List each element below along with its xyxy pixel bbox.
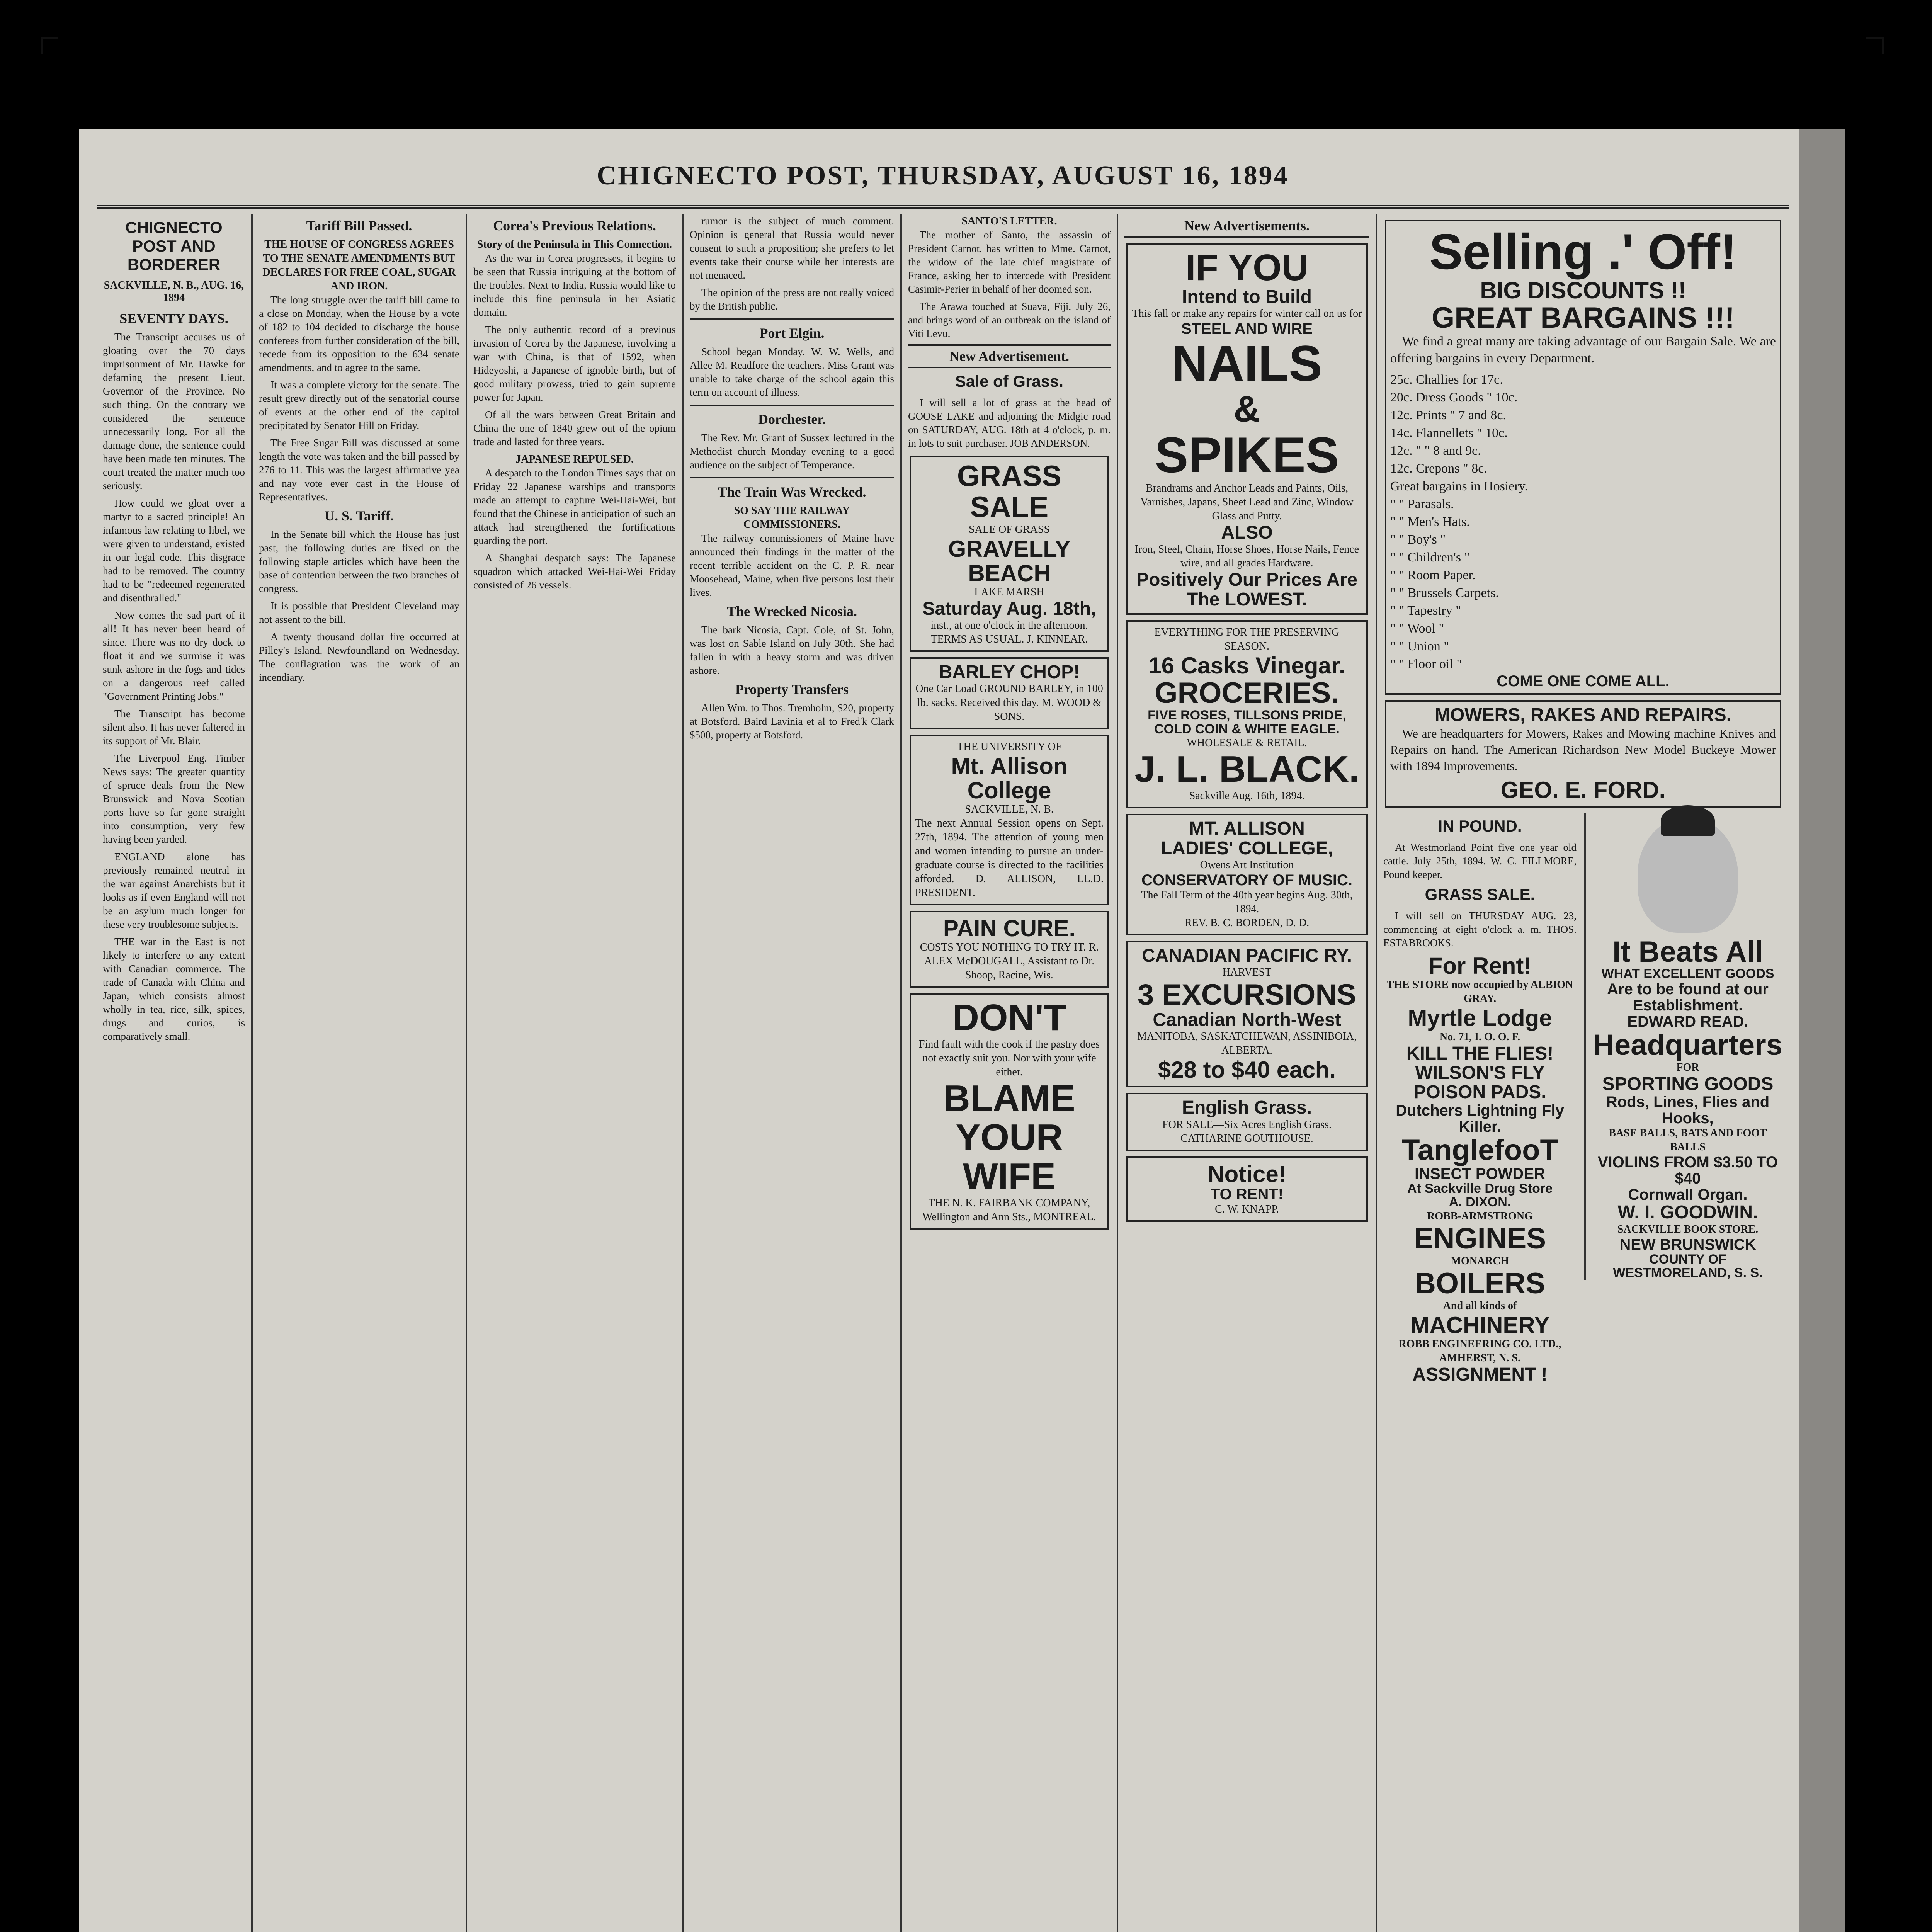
article-paragraph: How could we gloat over a martyr to a sacred principle! An infamous law relating to libel, we were given to understand, existed in our legal code. This disgrace had to be removed. The country had to be "redeemed regenerated and disenthralled." [103,497,245,604]
ad-signature: REV. B. C. BORDEN, D. D. [1184,917,1310,929]
article-paragraph: The Liverpool Eng. Timber News says: The greater quantity of spruce deals from the New Brunswick and Nova Scotian ports have so far gone straight into consumption, very few having been yarded. [103,752,245,845]
ad-title: IN POUND. [1438,816,1522,835]
ad-line: 3 EXCURSIONS [1138,978,1356,1012]
ad-body: The next Annual Session opens on Sept. 27th, 1894. The attention of young men and women intending to pursue an under-graduate course is directed to the facilities afforded. D. ALLISON, LL.D. PRESIDENT. [915,817,1104,899]
ad-title: CANADIAN PACIFIC RY. [1141,945,1352,966]
article-heading: U. S. Tariff. [324,508,394,524]
ad-title: English Grass. [1182,1097,1312,1118]
ad-line: Owens Art Institution [1200,859,1294,871]
ad-body: This fall or make any repairs for winter call on us for [1132,308,1362,320]
ad-line: GREAT BARGAINS !!! [1432,301,1735,334]
ad-line: COME ONE COME ALL. [1497,673,1670,690]
ad-signature: W. I. GOODWIN. [1617,1202,1758,1223]
column-tariff [253,214,466,1932]
ad-line: SACKVILLE BOOK STORE. [1617,1223,1759,1235]
ad-title: For Rent! [1428,952,1532,979]
ad-subtitle: Intend to Build [1182,286,1312,307]
page-content [97,147,1789,1932]
ad-body: One Car Load GROUND BARLEY, in 100 lb. sacks. Received this day. M. WOOD & SONS. [915,683,1103,723]
ad-line: SPORTING GOODS [1602,1073,1774,1094]
article-paragraph: ENGLAND alone has previously remained neutral in the war against Anarchists but it looks as if even England will not be an asylum much longer for these very troublesome subjects. [103,851,245,930]
price-list-item: " " Floor oil " [1390,657,1462,672]
article-subheading: JAPANESE REPULSED. [515,453,634,465]
ad-line: 16 Casks Vinegar. [1148,653,1345,679]
column-advertisements [1118,214,1376,1932]
article-paragraph: The only authentic record of a previous invasion of Corea by the Japanese, involving a war with China, is that of 1592, when Hideyoshi, a Japanese of ignoble birth, but of good military prowess, tried to gain supreme power for Japan. [473,324,676,403]
ad-title: MT. ALLISON [1189,818,1305,839]
article-paragraph: The Rev. Mr. Grant of Sussex lectured in the Methodist church Monday evening to a good audience on the subject of Temperance. [690,432,894,471]
article-paragraph: The long struggle over the tariff bill came to a close on Monday, when the House by a vote of 182 to 104 decided to discharge the house conferees from further consideration of the bill, recede from its opposition to the 634 senate amendments, and to agree to the same. [259,294,459,373]
ad-body: COSTS YOU NOTHING TO TRY IT. R. ALEX McDOUGALL, Assistant to Dr. Shoop, Racine, Wis. [920,941,1099,981]
ad-word: & [1233,388,1260,430]
ad-word: NAILS [1172,335,1322,392]
ad-body: Find fault with the cook if the pastry does not exactly suit you. Nor with your wife either. [918,1038,1100,1078]
column-local-news [684,214,900,1932]
ad-line: WILSON'S FLY POISON PADS. [1413,1063,1546,1103]
ad-title: BOILERS [1415,1267,1545,1300]
ads-right-subcolumn [1584,813,1785,1280]
ad-mowers [1385,700,1781,807]
ad-subtitle: EVERYTHING FOR THE PRESERVING SEASON. [1154,626,1340,653]
ad-body: The Fall Term of the 40th year begins Aug. 30th, 1894. [1141,889,1353,915]
article-paragraph: The opinion of the press are not really voiced by the British public. [690,287,894,312]
ad-english-grass [1126,1093,1368,1151]
ad-word: DON'T [952,997,1066,1039]
section-heading: New Advertisement. [908,344,1111,368]
ad-line: MONARCH [1451,1255,1509,1267]
price-list-item: " " Wool " [1390,621,1444,636]
article-paragraph: In the Senate bill which the House has just past, the following duties are fixed on the following staple articles which have been the base of contention between the two branches of congress. [259,529,459,594]
ad-merchant: J. L. BLACK. [1134,748,1359,790]
article-heading: Tariff Bill Passed. [306,218,412,233]
crop-mark-top-right [1866,37,1884,54]
price-list-item: 25c. Challies for 17c. [1390,372,1503,387]
article-paragraph: The Transcript accuses us of gloating over the 70 days imprisonment of Mr. Hawke for defaming the present Lieut. Governor of the Province. No such thing. On the contrary we considered the sentence unnecessarily long. For all the damage done, the sentence could have been made ten minutes. The court treated the matter much too seriously. [103,331,245,492]
price-list-item: 12c. Crepons " 8c. [1390,461,1487,476]
article-heading: Property Transfers [735,682,849,697]
price-list-item: " " Children's " [1390,550,1470,565]
ad-body: We find a great many are taking advantage of our Bargain Sale. We are offering bargains in every Department. [1390,334,1776,366]
article-paragraph: It is possible that President Cleveland may not assent to the bill. [259,600,459,625]
ad-title: GROCERIES. [1155,677,1339,710]
price-list-item: 12c. " " 8 and 9c. [1390,444,1481,458]
article-heading: Port Elgin. [759,325,825,341]
ad-place-sub: LAKE MARSH [974,586,1044,598]
ad-line: Are to be found at our Establishment. [1607,981,1769,1014]
ad-line: At Sackville Drug Store [1407,1181,1553,1196]
ad-line: Canadian North-West [1153,1010,1341,1031]
article-subheading: Story of the Peninsula in This Connection. [477,238,672,250]
price-list-item: 12c. Prints " 7 and 8c. [1390,408,1507,423]
price-list-item: " " Brussels Carpets. [1390,586,1499,600]
ad-line: ALSO [1221,522,1273,543]
ad-title: Headquarters [1593,1029,1782,1062]
ad-name: Mt. Allison College [951,753,1068,804]
ad-title: MACHINERY [1410,1312,1550,1338]
ad-pain-cure [910,911,1109,988]
ad-subtitle: SALE OF GRASS [968,523,1050,536]
ad-place: GRAVELLY BEACH [948,536,1071,586]
article-paragraph: A twenty thousand dollar fire occurred at Pilley's Island, Newfoundland on Wednesday. The conflagration was the work of an incendiary. [259,631,459,683]
ad-signature: EDWARD READ. [1627,1013,1748,1031]
price-list-item: 14c. Flannellets " 10c. [1390,426,1508,440]
ad-body: Iron, Steel, Chain, Horse Shoes, Horse Nails, Fence wire, and all grades Hardware. [1134,543,1359,570]
editorial-dateline: SACKVILLE, N. B., AUG. 16, 1894 [104,279,244,304]
article-paragraph: The Free Sugar Bill was discussed at some length the vote was taken and the bill passed by 276 to 11. This was the largest affirmative yea and nay vote ever cast in the House of Representatives. [259,437,459,503]
article-heading: The Train Was Wrecked. [718,484,866,500]
ad-date: Sackville Aug. 16th, 1894. [1189,790,1305,802]
ad-title: It Beats All [1612,935,1763,968]
ad-line: WHOLESALE & RETAIL. [1187,737,1307,749]
ad-line: STEEL AND WIRE [1181,320,1313,338]
ad-line: COUNTY OF WESTMORELAND, S. S. [1613,1252,1763,1281]
ad-body: At Westmorland Point five one year old cattle. July 25th, 1894. W. C. FILLMORE, Pound keeper. [1383,841,1577,880]
article-paragraph: THE war in the East is not likely to interfere to any extent with Canadian commerce. The trade of Canada with China and Japan, which consists almost wholly in tea, rice, silk, spices, drugs and curios, is comparatively small. [103,936,245,1042]
ad-body: Brandrams and Anchor Leads and Paints, Oils, Varnishes, Japans, Sheet Lead and Zinc, Window Glass and Putty. [1140,482,1354,522]
ad-title: Notice! [1208,1161,1286,1187]
ad-signature: ROBB ENGINEERING CO. LTD., AMHERST, N. S. [1398,1338,1561,1364]
column-notices [902,214,1117,1932]
ad-line: BIG DISCOUNTS !! [1480,277,1686,303]
ad-line: ROBB-ARMSTRONG [1427,1210,1533,1223]
ad-title: NEW BRUNSWICK [1619,1236,1756,1253]
article-heading: Dorchester. [758,412,826,427]
column-store-ads [1377,214,1789,1932]
ad-title: ENGINES [1413,1222,1546,1255]
price-list-item: 20c. Dress Goods " 10c. [1390,390,1518,405]
masthead-title: CHIGNECTO POST, THURSDAY, AUGUST 16, 1894 [597,161,1289,190]
ad-title: THE UNIVERSITY OF [957,741,1062,753]
price-list-item: " " Tapestry " [1390,604,1461,618]
cartoon-illustration [1638,817,1738,933]
ad-line: Positively Our Prices Are The LOWEST. [1136,570,1357,610]
ad-title: MOWERS, RAKES AND REPAIRS. [1434,705,1732,726]
article-paragraph: The mother of Santo, the assassin of President Carnot, has written to Mme. Carnot, the widow of the late chief magistrate of France, asking her to intercede with President Casimir-Perier in behalf of her doomed son. [908,229,1111,295]
ad-title: GRASS SALE [957,460,1062,524]
price-list-item: " " Parasals. [1390,497,1454,512]
ad-line: BASE BALLS, BATS AND FOOT BALLS [1609,1127,1767,1153]
page-edge-shadow [1799,129,1845,1932]
section-heading: New Advertisements. [1124,218,1369,238]
ad-title: GRASS SALE. [1425,885,1535,903]
ad-title: LADIES' COLLEGE, [1160,838,1333,859]
ad-line: TO RENT! [1210,1185,1284,1203]
ad-line: CONSERVATORY OF MUSIC. [1141,871,1352,889]
ad-line: FIVE ROSES, TILLSONS PRIDE, COLD COIN & WHITE EAGLE. [1148,707,1346,736]
ad-title: Selling .' Off! [1429,223,1737,280]
article-paragraph: The railway commissioners of Maine have announced their findings in the matter of the recent terrible accident on the C. P. R. near Moosehead, Maine, when five persons lost their lives. [690,532,894,598]
ad-grass-sale [910,456,1109,652]
ad-signature: C. W. KNAPP. [1215,1203,1279,1215]
ad-title: KILL THE FLIES! [1406,1043,1554,1064]
ad-line: Rods, Lines, Flies and Hooks, [1606,1094,1770,1127]
article-paragraph: Now comes the sad part of it all! It has never been heard of since. There was no dry dock to float it and we surmise it was sunk ashore in the fogs and tides on a dangerous reef called "Government Printing Jobs." [103,609,245,702]
ad-ladies-college [1126,814,1368,935]
ad-line: No. 71, I. O. O. F. [1439,1031,1520,1043]
ad-body: I will sell a lot of grass at the head of GOOSE LAKE and adjoining the Midgic road on SATURDAY, AUG. 18th at 4 o'clock, p. m. in lots to suit purchaser. JOB ANDERSON. [908,397,1111,449]
article-paragraph: A despatch to the London Times says that on Friday 22 Japanese warships and transports made an attempt to capture Wei-Hai-Wei, but found that the Chinese in anticipation of such an attack had strengthened the fortifications guarding the port. [473,467,676,546]
article-subheading: SO SAY THE RAILWAY COMMISSIONERS. [734,505,850,531]
crop-mark-top-left [41,37,58,54]
price-list-item: Great bargains in Hosiery. [1390,479,1528,494]
article-paragraph: A Shanghai despatch says: The Japanese squadron which attacked Wei-Hai-Wei Friday consisted of 26 vessels. [473,552,676,591]
article-paragraph: As the war in Corea progresses, it begins to be seen that Russia intriguing at the bottom of the troubles. Next to India, Russia would like to include this fine peninsula in her Asiatic domain. [473,252,676,318]
ad-price: $28 to $40 each. [1158,1057,1336,1083]
article-heading: Corea's Previous Relations. [493,218,656,233]
ad-title: TanglefooT [1402,1133,1558,1167]
ad-canadian-pacific [1126,941,1368,1088]
column-editorial [97,214,251,1932]
ad-word: WIFE [963,1155,1056,1197]
article-heading: The Wrecked Nicosia. [726,604,857,619]
ad-hardware [1126,243,1368,615]
ad-barley-chop [910,657,1109,729]
ad-word: SPIKES [1155,427,1339,483]
article-heading: SANTO'S LETTER. [961,215,1057,227]
ad-mt-allison-college [910,735,1109,905]
ad-dont-blame-your-wife [910,993,1109,1229]
masthead [97,147,1789,209]
article-paragraph: Allen Wm. to Thos. Tremholm, $20, property at Botsford. Baird Lavinia et al to Fred'k Clark $500, property at Botsford. [690,702,894,741]
divider [690,318,894,320]
ad-line: WHAT EXCELLENT GOODS [1601,966,1774,981]
ad-body: I will sell on THURSDAY AUG. 23, commencing at eight o'clock a. m. THOS. ESTABROOKS. [1383,910,1577,949]
article-paragraph: The bark Nicosia, Capt. Cole, of St. John, was lost on Sable Island on July 30th. She had fallen in with a heavy storm and was driven ashore. [690,624,894,676]
article-paragraph: The Arawa touched at Suava, Fiji, July 26, and brings word of an outbreak on the island of Viti Levu. [908,301,1111,339]
ad-signature: GEO. E. FORD. [1500,777,1666,803]
ad-title: BARLEY CHOP! [939,662,1080,682]
article-paragraph: The Transcript has become silent also. It has never faltered in its support of Mr. Blair. [103,708,245,747]
article-paragraph: rumor is the subject of much comment. Opinion is general that Russia would never consent to such a proposition; she prefers to let events take their course while her interests are not menaced. [690,215,894,281]
column-corea [467,214,682,1932]
ad-title: ASSIGNMENT ! [1412,1364,1548,1385]
ad-line: VIOLINS FROM $3.50 TO $40 [1597,1154,1778,1187]
price-list-item: " " Room Paper. [1390,568,1476,583]
ad-title: PAIN CURE. [943,915,1076,942]
article-subheading: THE HOUSE OF CONGRESS AGREES TO THE SENATE AMENDMENTS BUT DECLARES FOR FREE COAL, SUGAR AND IRON. [262,238,456,292]
ad-body: FOR SALE—Six Acres English Grass. CATHARINE GOUTHOUSE. [1162,1118,1332,1145]
ad-signature: A. DIXON. [1449,1195,1511,1210]
ad-selling-off [1385,220,1781,695]
price-list-item: " " Boy's " [1390,532,1446,547]
divider [690,405,894,406]
ad-title: IF YOU [1185,247,1309,288]
divider [690,477,894,478]
article-paragraph: School began Monday. W. W. Wells, and Allee M. Readfore the teachers. Miss Grant was unable to take charge of the school again this term on account of illness. [690,346,894,398]
ad-date: Saturday Aug. 18th, [922,598,1096,619]
ad-body: THE STORE now occupied by ALBION GRAY. [1386,978,1573,1005]
ad-notice-to-rent [1126,1156,1368,1222]
ad-line: HARVEST [1222,966,1272,979]
editorial-title: CHIGNECTO POST AND BORDERER [125,218,223,274]
article-paragraph: It was a complete victory for the senate. The result grew directly out of the senatorial course of events at the other end of the capitol precipitated by Senator Hill on Friday. [259,379,459,431]
price-list [1390,371,1776,673]
price-list-item: " " Men's Hats. [1390,515,1470,529]
ad-body: inst., at one o'clock in the afternoon. TERMS AS USUAL. J. KINNEAR. [930,619,1088,645]
ad-title: Sale of Grass. [955,372,1064,390]
price-list-item: " " Union " [1390,639,1449,654]
article-heading: SEVENTY DAYS. [119,311,228,326]
ads-left-subcolumn [1383,813,1577,1384]
ad-body: We are headquarters for Mowers, Rakes and Mowing machine Knives and Repairs on hand. The American Richardson New Model Buckeye Mower with 1894 Improvements. [1390,726,1776,773]
ad-line: Dutchers Lightning Fly Killer. [1396,1102,1564,1135]
ad-word: YOUR [956,1116,1063,1158]
ad-footer: THE N. K. FAIRBANK COMPANY, Wellington and Ann Sts., MONTREAL. [922,1197,1096,1223]
ad-place: SACKVILLE, N. B. [965,803,1054,816]
ad-line: INSECT POWDER [1415,1165,1545,1182]
ad-groceries [1126,620,1368,808]
ad-line: And all kinds of [1443,1299,1517,1312]
ad-line: MANITOBA, SASKATCHEWAN, ASSINIBOIA, ALBERTA. [1137,1031,1357,1057]
ad-title: Myrtle Lodge [1408,1005,1552,1031]
ad-line: Cornwall Organ. [1628,1186,1748,1204]
ad-line: FOR [1676,1061,1699,1073]
ad-word: BLAME [943,1078,1075,1119]
article-paragraph: Of all the wars between Great Britain and China the one of 1840 grew out of the opium trade and lasted for three years. [473,409,676,447]
ads-two-columns [1383,813,1783,1895]
